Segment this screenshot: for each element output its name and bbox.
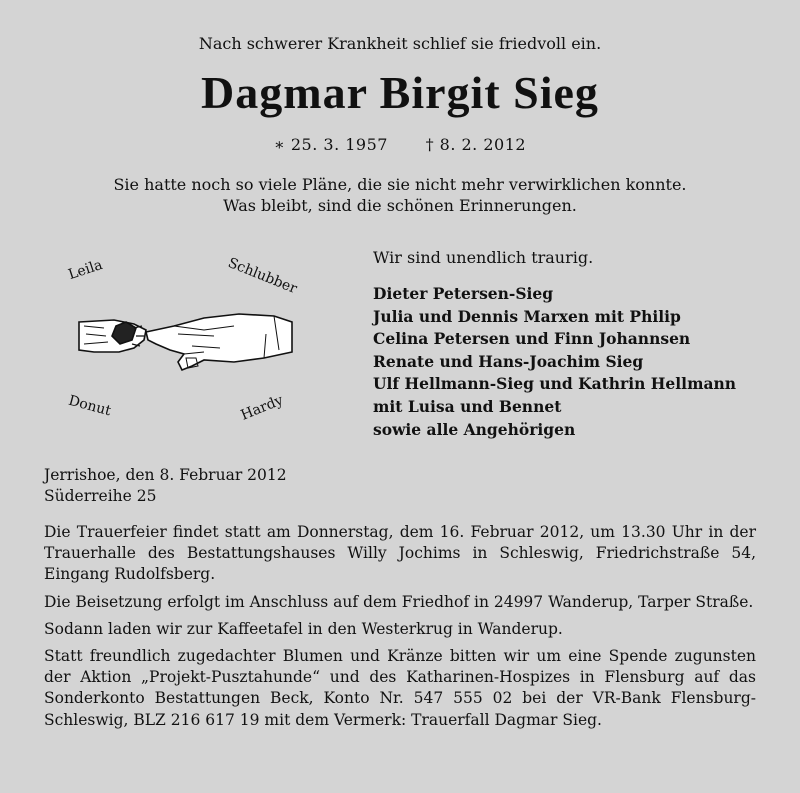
funeral-service-paragraph: Die Trauerfeier findet statt am Donnerstag, dem 16. Februar 2012, um 13.30 Uhr in der Trauerhalle des Bestattungshauses Willy Jochims in Schleswig, Friedrichstraße 54, Eingang Rudolfsberg. bbox=[44, 523, 756, 584]
pet-name-hardy: Hardy bbox=[238, 392, 286, 424]
pet-name-donut: Donut bbox=[66, 392, 113, 420]
mourner-line: mit Luisa und Bennet bbox=[373, 396, 562, 416]
coffee-paragraph: Sodann laden wir zur Kaffeetafel in den Westerkrug in Wanderup. bbox=[44, 619, 563, 638]
quote-line-2: Was bleibt, sind die schönen Erinnerungen. bbox=[223, 196, 577, 215]
mourner-line: Renate und Hans-Joachim Sieg bbox=[373, 351, 644, 371]
mourner-line: sowie alle Angehörigen bbox=[373, 419, 576, 439]
mourners-list bbox=[373, 283, 736, 441]
life-dates bbox=[0, 135, 800, 154]
pet-name-leila: Leila bbox=[66, 257, 105, 283]
funeral-details bbox=[44, 522, 756, 737]
death-date: † 8. 2. 2012 bbox=[425, 135, 527, 154]
quote-line-1: Sie hatte noch so viele Pläne, die sie nicht mehr verwirklichen konnte. bbox=[113, 175, 687, 194]
mourner-line: Dieter Petersen-Sieg bbox=[373, 284, 554, 303]
human-hand-icon bbox=[146, 314, 292, 370]
burial-paragraph: Die Beisetzung erfolgt im Anschluss auf dem Friedhof in 24997 Wanderup, Tarper Straße. bbox=[44, 592, 754, 611]
place-and-date bbox=[44, 465, 287, 507]
intro-line: Nach schwerer Krankheit schlief sie friedvoll ein. bbox=[198, 34, 602, 53]
donation-paragraph: Statt freundlich zugedachter Blumen und Kränze bitten wir um eine Spende zugunsten der Aktion „Projekt-Pusztahunde“ und des Katharinen-Hospizes in Flensburg auf das Sonderkonto Bestattungen Beck, Konto Nr. 547 555 02 bei der VR-Bank Flensburg-Schleswig, BLZ 216 617 19 mit dem Vermerk: Trauerfall Dagmar Sieg. bbox=[44, 647, 756, 729]
place-date-line: Jerrishoe, den 8. Februar 2012 bbox=[44, 466, 287, 484]
dog-paw-icon bbox=[79, 320, 146, 352]
address-line: Süderreihe 25 bbox=[44, 487, 157, 505]
birth-date: ∗ 25. 3. 1957 bbox=[273, 135, 388, 154]
mourner-line: Celina Petersen und Finn Johannsen bbox=[373, 329, 691, 349]
deceased-name: Dagmar Birgit Sieg bbox=[201, 67, 599, 118]
paw-and-hand-illustration bbox=[74, 300, 294, 380]
mourner-line: Julia und Dennis Marxen mit Philip bbox=[373, 306, 681, 326]
mourning-intro: Wir sind unendlich traurig. bbox=[373, 248, 594, 267]
pet-name-schlubber: Schlubber bbox=[225, 254, 300, 298]
mourner-line: Ulf Hellmann-Sieg und Kathrin Hellmann bbox=[373, 374, 737, 394]
